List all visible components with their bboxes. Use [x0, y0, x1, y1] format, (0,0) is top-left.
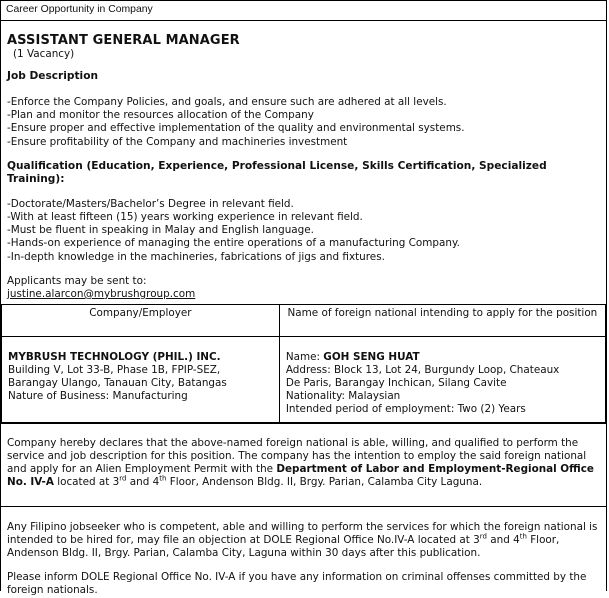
- declaration-text: and 4: [126, 476, 160, 489]
- declaration-dole-office: Department of Labor and Employment-Regional Office No. IV-A: [7, 463, 594, 489]
- foreign-national-name: [286, 351, 599, 364]
- foreign-national-cell: [279, 336, 605, 422]
- employer-address-line-1: Building V, Lot 33-B, Phase 1B, FPIP-SEZ,: [8, 363, 221, 376]
- job-section: [1, 33, 606, 301]
- vacancy-count: (1 Vacancy): [13, 48, 75, 60]
- employer-cell: [2, 336, 280, 422]
- qualification-list: [7, 198, 600, 264]
- list-item: -Enforce the Company Policies, and goals, and ensure such are adhered at all levels.: [7, 96, 447, 108]
- list-item: -In-depth knowledge in the machineries, fabrications of jigs and fixtures.: [7, 250, 385, 263]
- list-item: -Ensure profitability of the Company and machineries investment: [7, 135, 348, 148]
- foreign-national-address-line-2: De Paris, Barangay Inchican, Silang Cavite: [285, 376, 507, 389]
- objection-text: Any Filipino jobseeker who is competent, able and willing to perform the services for which the foreign national is intended to be hired for, may file an objection at DOLE Regional Office No.IV-A located at 3: [7, 520, 598, 546]
- objection-notice: [1, 507, 606, 561]
- list-item: -Plan and monitor the resources allocation of the Company: [7, 109, 314, 122]
- list-item: -Hands-on experience of managing the entire operations of a manufacturing Company.: [7, 237, 460, 250]
- company-declaration: [1, 423, 606, 507]
- objection-text: and 4: [486, 533, 520, 546]
- employer-name: MYBRUSH TECHNOLOGY (PHIL.) INC.: [8, 350, 221, 363]
- column-header-foreign-national: Name of foreign national intending to apply for the position: [279, 304, 605, 336]
- name-value: GOH SENG HUAT: [323, 350, 420, 363]
- list-item: -Doctorate/Masters/Bachelor’s Degree in relevant field.: [7, 197, 294, 210]
- applicants-email-link[interactable]: justine.alarcon@mybrushgroup.com: [7, 287, 196, 300]
- employer-foreign-national-table: [1, 304, 606, 423]
- employer-business: Nature of Business: Manufacturing: [8, 389, 188, 402]
- ordinal-suffix: th: [519, 532, 527, 541]
- inform-notice: Please inform DOLE Regional Office No. IV-A if you have any information on criminal offenses committed by the foreign nationals.: [7, 571, 587, 597]
- list-item: -Ensure proper and effective implementation of the quality and environmental systems.: [7, 122, 465, 135]
- job-description-list: [7, 96, 600, 149]
- list-item: -Must be fluent in speaking in Malay and English language.: [7, 224, 314, 237]
- declaration-text: Floor, Andenson Bldg. II, Brgy. Parian, Calamba City Laguna.: [166, 476, 483, 489]
- declaration-text: Company hereby declares that the above-named foreign national is able, willing, and qualified to perform the service and job description for this position. The company has the intention to employ the said foreign national and apply for an Alien Employment Permit with the: [7, 436, 587, 476]
- objection-text: Floor, Andenson Bldg. II, Brgy. Parian, Calamba City, Laguna within 30 days after this publication.: [7, 533, 560, 560]
- qualification-heading: Qualification (Education, Experience, Professional License, Skills Certification, Specialized Training):: [7, 159, 547, 185]
- job-title: ASSISTANT GENERAL MANAGER: [7, 33, 240, 48]
- applicants-label: Applicants may be sent to:: [7, 274, 147, 287]
- job-description-heading: Job Description: [7, 70, 99, 82]
- list-item: -With at least fifteen (15) years working experience in relevant field.: [7, 211, 363, 224]
- declaration-text: located at 3: [53, 476, 120, 489]
- applicants-block: [7, 275, 600, 301]
- foreign-national-nationality: Nationality: Malaysian: [285, 389, 401, 402]
- column-header-employer: Company/Employer: [2, 304, 280, 336]
- page-header: Career Opportunity in Company: [1, 0, 606, 21]
- foreign-national-address-line-1: Address: Block 13, Lot 24, Burgundy Loop, Chateaux: [285, 363, 560, 376]
- name-label: Name:: [285, 350, 320, 363]
- ordinal-suffix: rd: [479, 532, 487, 541]
- foreign-national-period: Intended period of employment: Two (2) Years: [285, 402, 526, 415]
- employer-address-line-2: Barangay Ulango, Tanauan City, Batangas: [8, 376, 227, 389]
- ordinal-suffix: th: [159, 474, 167, 483]
- ordinal-suffix: rd: [119, 474, 127, 483]
